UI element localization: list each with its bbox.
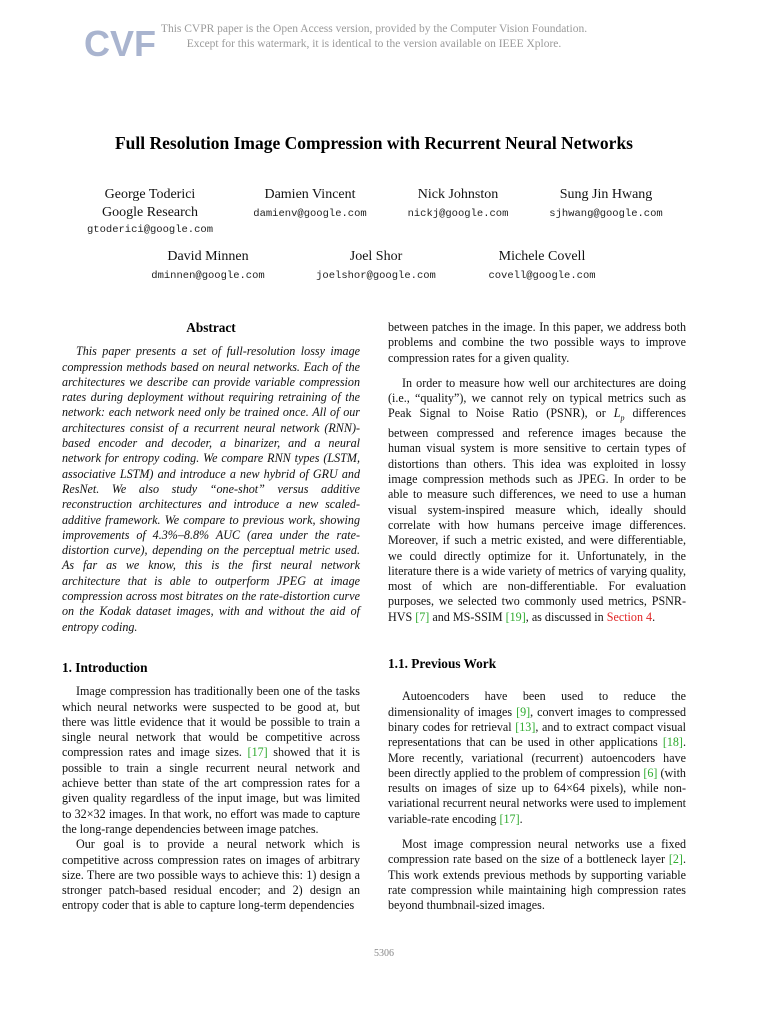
- author-block: [230, 186, 390, 222]
- intro-paragraph-4: In order to measure how well our architectures are doing (i.e., “quality”), we cannot rely on typical metrics such as Peak Signal to Noise Ratio (PSNR), or $L_p$ differences between compressed and reference images because the human visual system is more sensitive to certain types of distortions than others. This idea was exploited in lossy image compression methods such as JPEG. In order to be able to measure such differences, we need to use a human visual system-inspired measure which, ideally should correlate with how humans perceive image differences. Moreover, if such a metric existed, and were differentiable, we could directly optimize for it. Unfortunately, in the literature there is a wide variety of metrics of varying quality, most of which are non-differentiable. For evaluation purposes, we selected two commonly used metrics, PSNR-HVS [7] and MS-SSIM [19], as discussed in Section 4.: [388, 375, 686, 624]
- right-column: [388, 320, 686, 914]
- author-name: Joel Shor: [349, 249, 403, 264]
- author-email: nickj@google.com: [407, 208, 509, 220]
- section-link[interactable]: Section 4: [606, 609, 653, 624]
- previous-work-paragraph-2: Most image compression neural networks use a fixed compression rate based on the size of a bottleneck layer [2]. This work extends previous methods by supporting variable rate compression while maintaining high compression rates beyond thumbnail-sized images.: [388, 837, 686, 913]
- watermark-line-1: This CVPR paper is the Open Access version, provided by the Computer Vision Foundation.: [160, 23, 588, 35]
- citation-link[interactable]: [2]: [668, 852, 683, 867]
- author-name: Sung Jin Hwang: [559, 187, 653, 202]
- math-variable: L: [613, 406, 621, 421]
- watermark-line-2: Except for this watermark, it is identical to the version available on IEEE Xplore.: [186, 38, 562, 50]
- previous-work-heading: 1.1. Previous Work: [388, 656, 497, 672]
- citation-link[interactable]: [18]: [662, 735, 683, 750]
- author-name: George Toderici: [104, 187, 196, 202]
- author-block: [524, 186, 688, 222]
- cvf-logo-text: CVF: [84, 23, 156, 64]
- watermark-notice: [150, 22, 598, 52]
- paper-title: Full Resolution Image Compression with Recurrent Neural Networks: [114, 133, 633, 153]
- author-email: gtoderici@google.com: [86, 224, 214, 236]
- author-name: Michele Covell: [498, 249, 586, 264]
- citation-link[interactable]: [9]: [516, 704, 531, 719]
- citation-link[interactable]: [13]: [515, 719, 536, 734]
- citation-link[interactable]: [17]: [247, 745, 268, 760]
- citation-link[interactable]: [6]: [643, 765, 658, 780]
- author-email: damienv@google.com: [253, 208, 367, 220]
- abstract-heading: Abstract: [186, 320, 236, 335]
- citation-link[interactable]: [7]: [415, 609, 430, 624]
- author-email: joelshor@google.com: [316, 270, 436, 282]
- previous-work-paragraph-1: Autoencoders have been used to reduce the dimensionality of images [9], convert images to compressed binary codes for retrieval [13], and to extract compact visual representations that can be used in other applications [18]. More recently, variational (recurrent) autoencoders have been directly applied to the problem of compression [6] (with results on images of size up to 64×64 pixels), while non-variational recurrent neural networks were used to implement variable-rate encoding [17].: [388, 689, 686, 826]
- math-subscript: p: [620, 413, 625, 423]
- intro-paragraph-3: between patches in the image. In this paper, we address both problems and combine the two possible ways to improve compression rates for a given quality.: [388, 320, 686, 365]
- author-block: [296, 248, 456, 284]
- author-block: [128, 248, 288, 284]
- page-number: 5306: [374, 948, 394, 959]
- author-email: covell@google.com: [488, 270, 596, 282]
- intro-paragraph-2: Our goal is to provide a neural network which is competitive across compression rates on images of arbitrary size. There are two possible ways to achieve this: 1) design a stronger patch-based residual encoder; and 2) design an entropy coder that is able to capture long-term dependencies: [62, 837, 360, 913]
- left-column: [62, 320, 360, 914]
- author-block: [70, 186, 230, 238]
- intro-paragraph-1: Image compression has traditionally been one of the tasks which neural networks were suspected to be good at, but there was little evidence that it would be possible to train a single neural network that would be competitive across compression rates and image sizes. [17] showed that it is possible to train a single recurrent neural network and achieve better than state of the art compression rates for a given quality regardless of the input image, but was limited to 32×32 images. In that work, no effort was made to capture the long-range dependencies between image patches.: [62, 684, 360, 836]
- author-email: sjhwang@google.com: [549, 208, 663, 220]
- author-name: David Minnen: [167, 249, 249, 264]
- intro-heading: 1. Introduction: [62, 659, 148, 675]
- citation-link[interactable]: [19]: [505, 609, 526, 624]
- author-block: [378, 186, 538, 222]
- abstract-text: This paper presents a set of full-resolution lossy image compression methods based on neural networks. Each of the architectures we describe can provide variable compression rates during deployment without requiring retraining of the network: each network need only be trained once. All of our architectures consist of a recurrent neural network (RNN)-based encoder and decoder, a binarizer, and a neural network for entropy coding. We compare RNN types (LSTM, associative LSTM) and introduce a new hybrid of GRU and ResNet. We also study “one-shot” versus additive reconstruction architectures and introduce a new scaled-additive framework. We compare to previous work, showing improvements of 4.3%–8.8% AUC (area under the rate-distortion curve), depending on the perceptual metric used. As far as we know, this is the first neural network architecture that is able to outperform JPEG at image compression across most bitrates on the rate-distortion curve on the Kodak dataset images, with and without the aid of entropy coding.: [62, 344, 360, 634]
- author-name: Damien Vincent: [264, 187, 356, 202]
- author-email: dminnen@google.com: [151, 270, 265, 282]
- citation-link[interactable]: [17]: [499, 811, 520, 826]
- cvf-logo: [84, 22, 156, 64]
- author-affiliation: Google Research: [101, 205, 199, 220]
- author-name: Nick Johnston: [417, 187, 499, 202]
- author-block: [462, 248, 622, 284]
